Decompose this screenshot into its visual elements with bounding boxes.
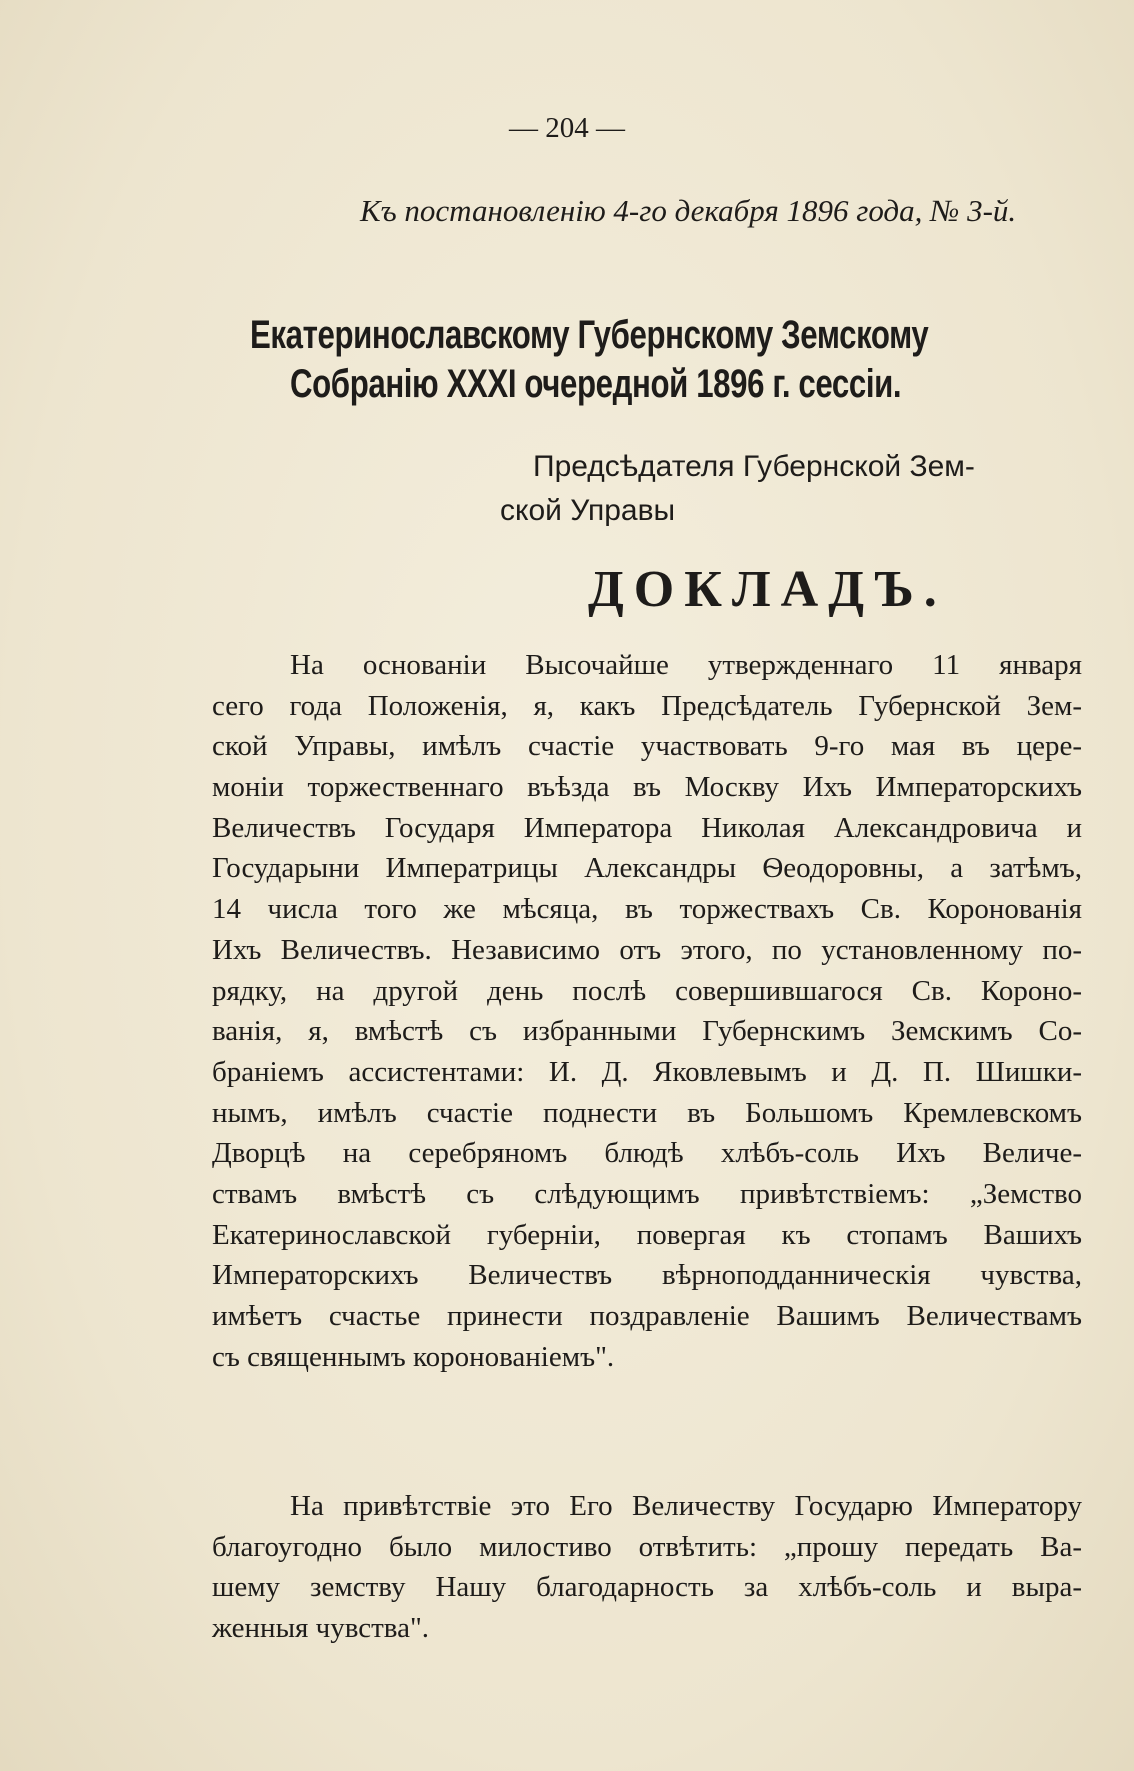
text-line: женныя чувства".: [212, 1612, 430, 1645]
text-line: Ихъ Величествъ. Независимо отъ этого, по установленному по-: [212, 933, 1082, 966]
paragraph-2: [212, 1486, 1082, 1649]
text-line: ванія, я, вмѣстѣ съ избранными Губернскимъ Земскимъ Со-: [212, 1015, 1082, 1048]
text-line: браніемъ ассистентами: И. Д. Яковлевымъ и Д. П. Шишки-: [212, 1055, 1082, 1088]
text-line: имѣетъ счастье принести поздравленіе Вашимъ Величествамъ: [212, 1300, 1082, 1332]
text-line: Государыни Императрицы Александры Ѳеодоровны, а затѣмъ,: [212, 852, 1082, 885]
document-title: ДОКЛАДЪ.: [588, 561, 947, 618]
text-line: нымъ, имѣлъ счастіе поднести въ Большомъ Кремлевскомъ: [212, 1096, 1082, 1129]
text-line: ской Управы, имѣлъ счастіе участвовать 9-го мая въ цере-: [212, 730, 1082, 763]
text-line: Дворцѣ на серебряномъ блюдѣ хлѣбъ-соль Ихъ Величе-: [212, 1137, 1082, 1170]
text-line: Величествъ Государя Императора Николая Александровича и: [212, 811, 1082, 844]
text-line: благоугодно было милостиво отвѣтить: „прошу передать Ва-: [212, 1530, 1082, 1563]
resolution-reference: Къ постановленію 4-го декабря 1896 года, № 3-й.: [360, 193, 1017, 228]
paragraph-1: [212, 645, 1082, 1377]
text-line: Екатеринославской губерніи, повергая къ стопамъ Вашихъ: [212, 1218, 1082, 1251]
text-line: 14 числа того же мѣсяца, въ торжествахъ Св. Коронованія: [212, 893, 1082, 926]
heading-line-2: Собранію XXXI очередной 1896 г. сессіи.: [290, 362, 902, 406]
text-line: сего года Положенія, я, какъ Предсѣдатель Губернской Зем-: [212, 689, 1082, 722]
heading-line-1: Екатеринославскому Губернскому Земскому: [250, 313, 929, 357]
text-line: На основаніи Высочайше утвержденнаго 11 января: [290, 649, 1082, 681]
text-line: шему земству Нашу благодарность за хлѣбъ-соль и выра-: [212, 1571, 1082, 1604]
subheading-line-1: Предсѣдателя Губернской Зем-: [533, 450, 975, 483]
text-line: рядку, на другой день послѣ совершившагося Св. Короно-: [212, 974, 1082, 1007]
text-line: На привѣтствіе это Его Величеству Государю Императору: [290, 1490, 1082, 1522]
page-number: — 204 —: [509, 112, 625, 144]
subheading-line-2: ской Управы: [500, 494, 676, 527]
text-line: съ священнымъ коронованіемъ".: [212, 1340, 615, 1373]
text-line: моніи торжественнаго въѣзда въ Москву Ихъ Императорскихъ: [212, 771, 1082, 804]
text-line: Императорскихъ Величествъ вѣрноподданническія чувства,: [212, 1259, 1082, 1292]
text-line: ствамъ вмѣстѣ съ слѣдующимъ привѣтствіемъ: „Земство: [212, 1177, 1082, 1210]
